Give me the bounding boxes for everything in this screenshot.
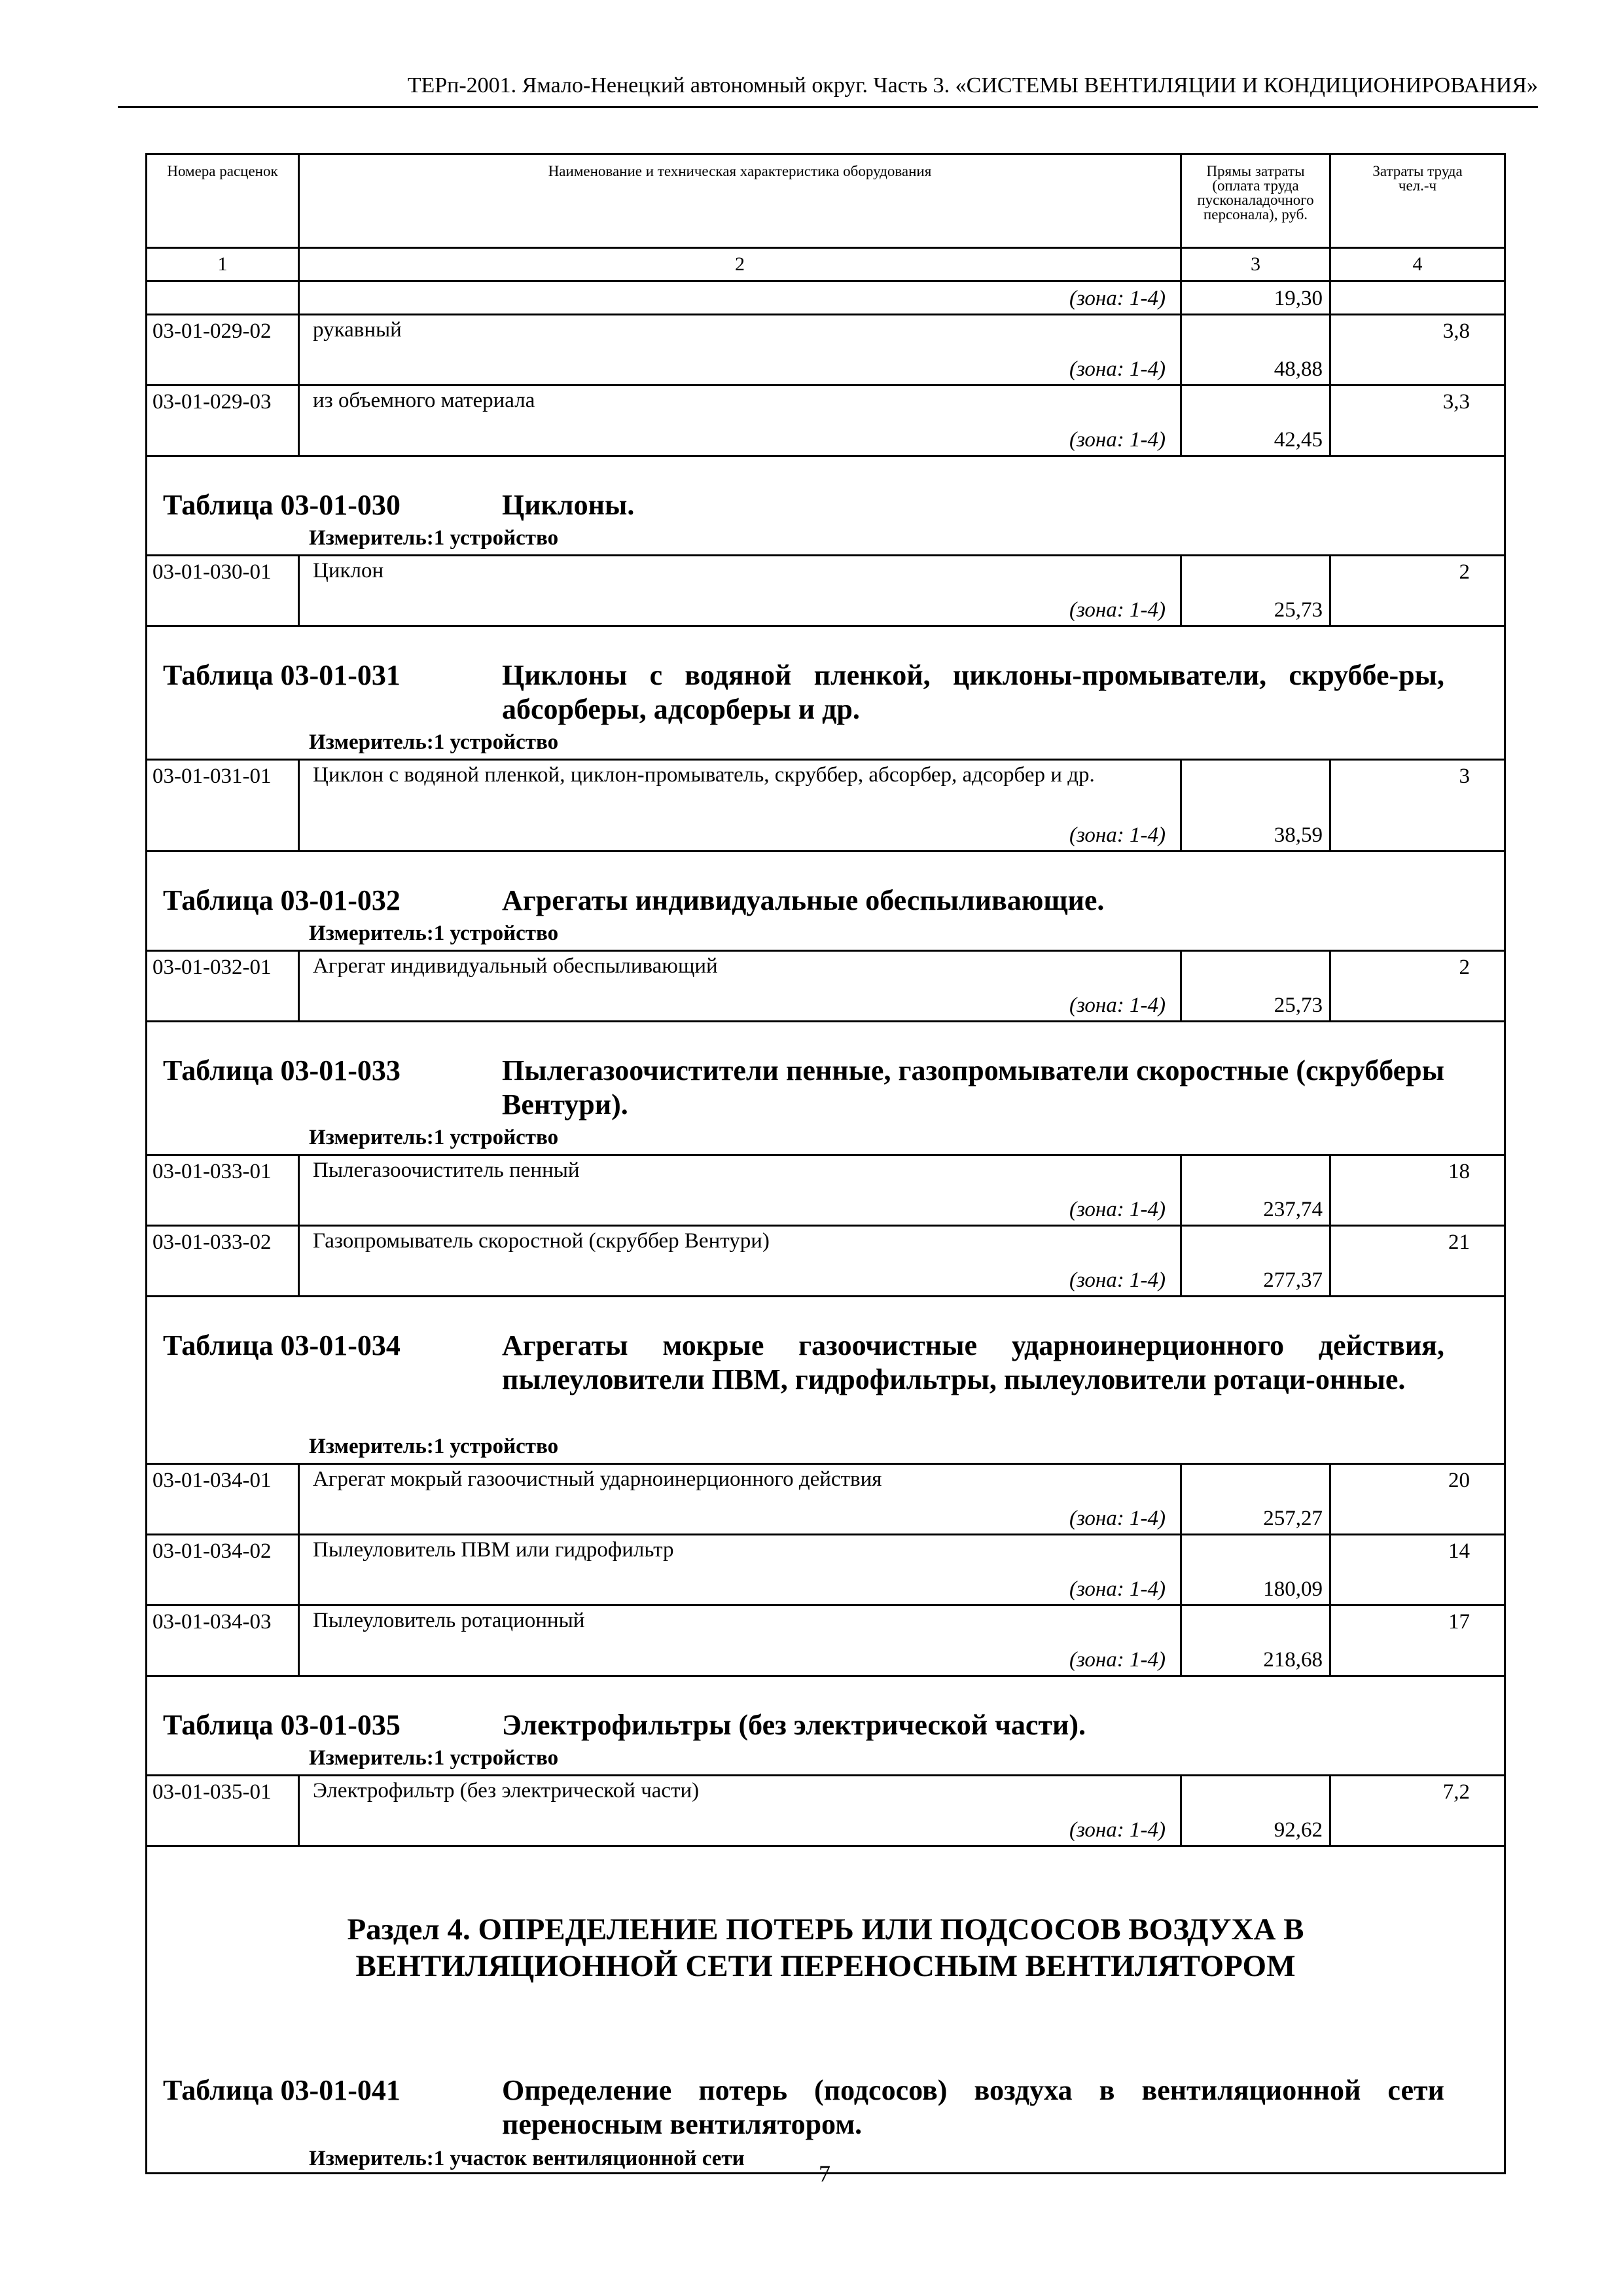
table-id: Таблица 03-01-032 xyxy=(163,884,401,916)
table-row: 03-01-031-01 Циклон с водяной пленкой, циклон-промыватель, скруббер, абсорбер, адсорбер и др. (зона: 1-4) 38,59 3 xyxy=(147,760,1505,852)
table-row: 03-01-029-03 из объемного материала (зона: 1-4) 42,45 3,3 xyxy=(147,386,1505,456)
labor-value: 21 xyxy=(1330,1226,1505,1297)
labor-value: 3 xyxy=(1330,760,1505,852)
item-name: Агрегат индивидуальный обеспыливающий xyxy=(313,954,718,978)
table-row: 03-01-033-01 Пылегазоочиститель пенный (зона: 1-4) 237,74 18 xyxy=(147,1155,1505,1226)
item-name: Пылегазоочиститель пенный xyxy=(313,1158,580,1182)
item-name: Электрофильтр (без электрической части) xyxy=(313,1779,700,1803)
item-name: Циклон xyxy=(313,559,384,583)
cost-value: 42,45 xyxy=(1274,428,1323,452)
table-title: Агрегаты индивидуальные обеспыливающие. xyxy=(502,884,1105,916)
column-header-row xyxy=(147,154,1505,248)
table-title: Пылегазоочистители пенные, газопромыватели скоростные (скрубберы Вентури). xyxy=(502,1054,1444,1121)
labor-value: 18 xyxy=(1330,1155,1505,1226)
col-header-name: Наименование и техническая характеристика оборудования xyxy=(299,154,1181,248)
col-header-cost: Прямы затраты (оплата труда пусконаладочного персонала), руб. xyxy=(1181,154,1330,248)
labor-value: 3,8 xyxy=(1330,315,1505,386)
table-id: Таблица 03-01-034 xyxy=(163,1329,401,1361)
running-header xyxy=(118,69,1538,108)
section-heading: Раздел 4. ОПРЕДЕЛЕНИЕ ПОТЕРЬ ИЛИ ПОДСОСОВ ВОЗДУХА В ВЕНТИЛЯЦИОННОЙ СЕТИ ПЕРЕНОСНЫМ ВЕНТИЛЯТОРОМ xyxy=(347,1912,1304,1983)
rate-code: 03-01-033-01 xyxy=(147,1155,299,1226)
item-name: Газопромыватель скоростной (скруббер Вентури) xyxy=(313,1229,770,1253)
item-name: Агрегат мокрый газоочистный ударноинерционного действия xyxy=(313,1467,882,1491)
rate-code: 03-01-034-03 xyxy=(147,1605,299,1676)
table-id: Таблица 03-01-030 xyxy=(163,489,401,521)
rate-code: 03-01-032-01 xyxy=(147,951,299,1022)
rate-code: 03-01-030-01 xyxy=(147,556,299,626)
table-title: Циклоны с водяной пленкой, циклоны-промыватели, скруббе-ры, абсорберы, адсорберы и др. xyxy=(502,659,1444,725)
col-header-labor: Затраты труда чел.-ч xyxy=(1330,154,1505,248)
item-name: из объемного материала xyxy=(313,389,535,412)
cost-value: 218,68 xyxy=(1263,1648,1323,1672)
table-heading xyxy=(147,626,1505,760)
item-name: Пылеуловитель ПВМ или гидрофильтр xyxy=(313,1538,674,1562)
table-row: 03-01-034-02 Пылеуловитель ПВМ или гидрофильтр (зона: 1-4) 180,09 14 xyxy=(147,1535,1505,1605)
measure-unit: Измеритель:1 устройство xyxy=(309,922,559,945)
measure-unit: Измеритель:1 устройство xyxy=(309,526,559,550)
table-row: 03-01-033-02 Газопромыватель скоростной (скруббер Вентури) (зона: 1-4) 277,37 21 xyxy=(147,1226,1505,1297)
table-heading xyxy=(147,456,1505,556)
rate-code: 03-01-034-01 xyxy=(147,1464,299,1535)
col-header-codes: Номера расценок xyxy=(147,154,299,248)
measure-unit: Измеритель:1 устройство xyxy=(309,1126,559,1149)
rate-code: 03-01-029-03 xyxy=(147,386,299,456)
rates-table xyxy=(145,153,1506,2174)
cost-value: 237,74 xyxy=(1263,1198,1323,1221)
table-heading xyxy=(147,852,1505,951)
table-heading xyxy=(147,1297,1505,1464)
labor-value: 17 xyxy=(1330,1605,1505,1676)
table-heading xyxy=(147,1676,1505,1776)
table-heading xyxy=(147,1022,1505,1155)
table-row: 03-01-034-01 Агрегат мокрый газоочистный ударноинерционного действия (зона: 1-4) 257,27 20 xyxy=(147,1464,1505,1535)
header-title: ТЕРп-2001. Ямало-Ненецкий автономный округ. Часть 3. «СИСТЕМЫ ВЕНТИЛЯЦИИ И КОНДИЦИОНИРОВАНИЯ» xyxy=(407,73,1538,98)
cost-value: 277,37 xyxy=(1263,1268,1323,1292)
labor-value: 14 xyxy=(1330,1535,1505,1605)
rate-code: 03-01-029-02 xyxy=(147,315,299,386)
cost-value: 19,30 xyxy=(1274,287,1323,310)
rate-code: 03-01-035-01 xyxy=(147,1776,299,1846)
rate-code: 03-01-031-01 xyxy=(147,760,299,852)
measure-unit: Измеритель:1 устройство xyxy=(309,1435,559,1458)
labor-value: 2 xyxy=(1330,951,1505,1022)
labor-value: 2 xyxy=(1330,556,1505,626)
measure-unit: Измеритель:1 устройство xyxy=(309,730,559,754)
cost-value: 38,59 xyxy=(1274,823,1323,847)
measure-unit: Измеритель:1 устройство xyxy=(309,1746,559,1770)
table-title: Определение потерь (подсосов) воздуха в вентиляционной сети переносным вентилятором. xyxy=(502,2074,1444,2140)
rate-code: 03-01-034-02 xyxy=(147,1535,299,1605)
labor-value: 20 xyxy=(1330,1464,1505,1535)
cost-value: 48,88 xyxy=(1274,357,1323,381)
table-title: Агрегаты мокрые газоочистные ударноинерционного действия, пылеуловители ПВМ, гидрофильтры, пылеуловители ротаци-онные. xyxy=(502,1329,1444,1395)
table-row: 03-01-032-01 Агрегат индивидуальный обеспыливающий (зона: 1-4) 25,73 2 xyxy=(147,951,1505,1022)
section-block xyxy=(147,1846,1505,2174)
cost-value: 25,73 xyxy=(1274,994,1323,1017)
table-row: 03-01-034-03 Пылеуловитель ротационный (зона: 1-4) 218,68 17 xyxy=(147,1605,1505,1676)
rate-code: 03-01-033-02 xyxy=(147,1226,299,1297)
table-id: Таблица 03-01-031 xyxy=(163,659,401,691)
table-title: Циклоны. xyxy=(502,489,635,521)
table-id: Таблица 03-01-035 xyxy=(163,1709,401,1741)
labor-value: 7,2 xyxy=(1330,1776,1505,1846)
table-title: Электрофильтры (без электрической части). xyxy=(502,1709,1086,1741)
zone-label: (зона: 1-4) xyxy=(1069,287,1166,310)
item-name: рукавный xyxy=(313,318,402,342)
item-name: Циклон с водяной пленкой, циклон-промыватель, скруббер, абсорбер, адсорбер и др. xyxy=(313,763,1095,787)
measure-unit: Измеритель:1 участок вентиляционной сети xyxy=(309,2147,745,2170)
cost-value: 257,27 xyxy=(1263,1507,1323,1530)
page-number: 7 xyxy=(819,2161,830,2187)
cost-value: 92,62 xyxy=(1274,1818,1323,1842)
table-id: Таблица 03-01-041 xyxy=(163,2074,401,2106)
cost-value: 180,09 xyxy=(1263,1577,1323,1601)
table-row: 03-01-035-01 Электрофильтр (без электрической части) (зона: 1-4) 92,62 7,2 xyxy=(147,1776,1505,1846)
table-row xyxy=(147,281,1505,315)
table-row: 03-01-029-02 рукавный (зона: 1-4) 48,88 3,8 xyxy=(147,315,1505,386)
labor-value: 3,3 xyxy=(1330,386,1505,456)
table-row: 03-01-030-01 Циклон (зона: 1-4) 25,73 2 xyxy=(147,556,1505,626)
column-number-row: 1 2 3 4 xyxy=(147,248,1505,281)
table-id: Таблица 03-01-033 xyxy=(163,1054,401,1086)
item-name: Пылеуловитель ротационный xyxy=(313,1609,585,1632)
cost-value: 25,73 xyxy=(1274,598,1323,622)
